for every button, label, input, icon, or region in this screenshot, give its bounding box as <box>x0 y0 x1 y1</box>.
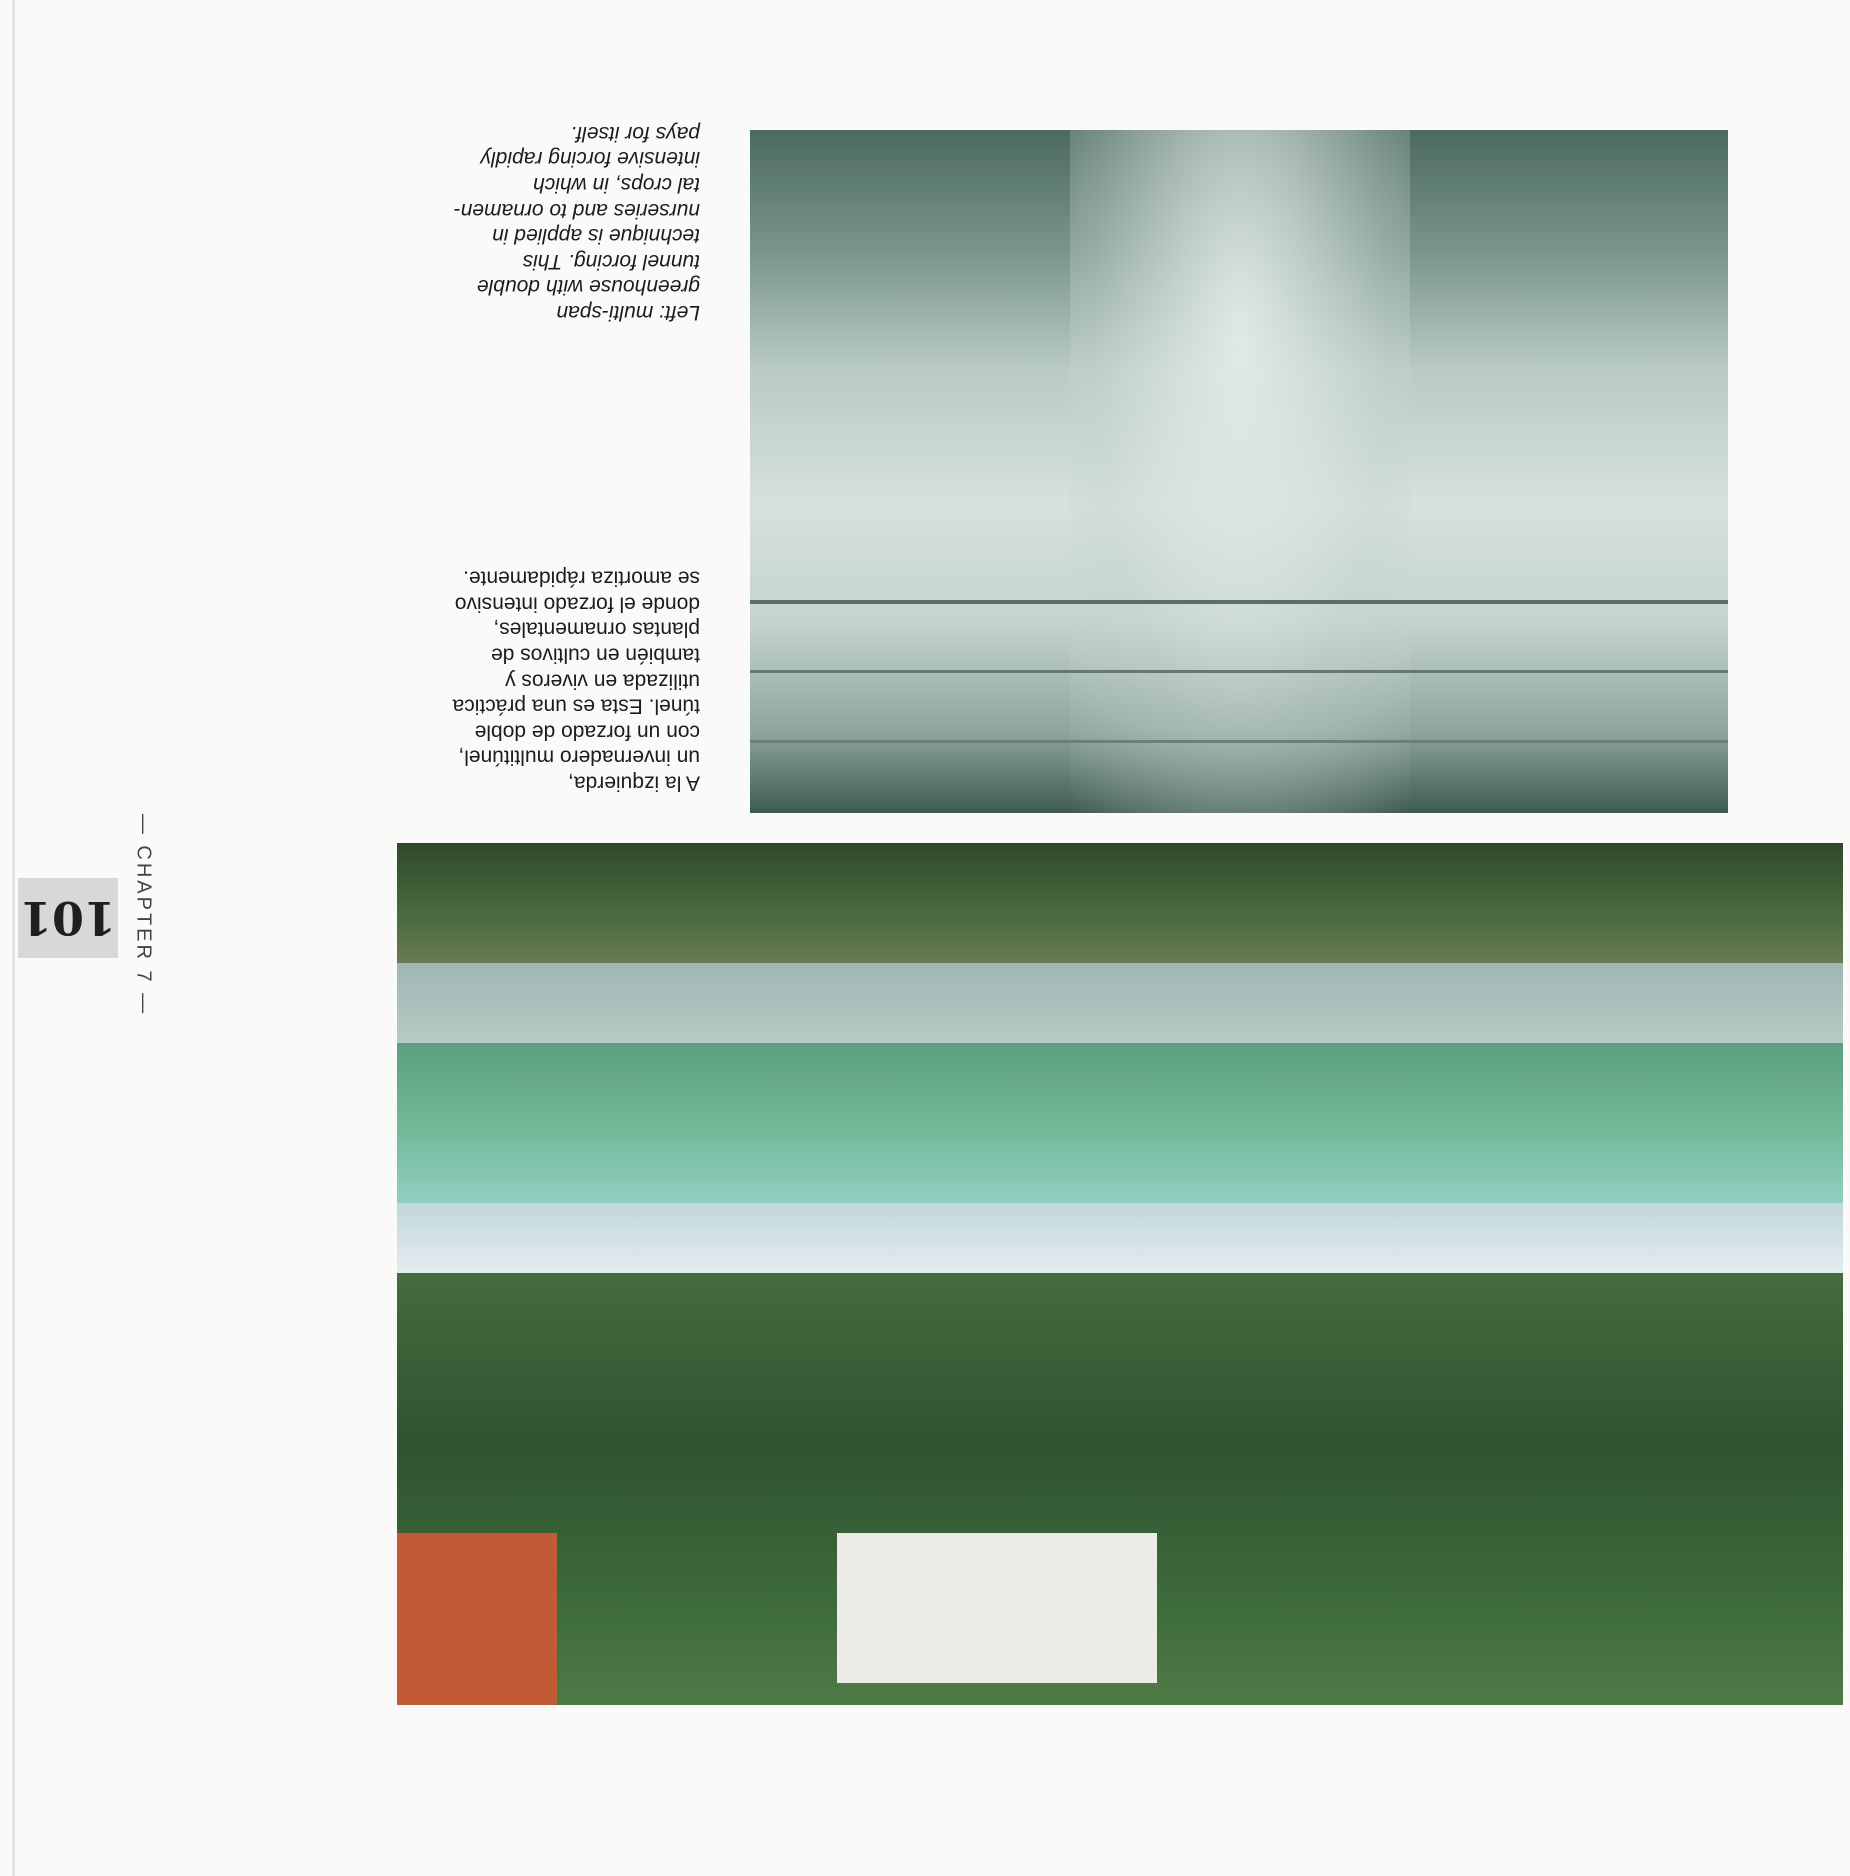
truss-beam <box>750 670 1728 673</box>
caption-english: Left: multi-span greenhouse with double tunnel forcing. This technique is applied in nurseries and to ornamen- tal crops, in which intensive forcing rapidly pays for itself. <box>453 121 700 324</box>
truss-beam <box>750 600 1728 604</box>
page-number-tab <box>18 878 118 958</box>
truss-beam <box>750 740 1728 743</box>
greenhouse-eave <box>397 1203 1843 1273</box>
hedge-area <box>397 843 1843 963</box>
page-number: 101 <box>19 891 117 945</box>
greenhouse-roof <box>397 963 1843 1043</box>
greenhouse-interior-photo <box>750 130 1728 813</box>
roof-ridge <box>1070 130 1410 813</box>
page-edge-rule <box>12 0 15 1876</box>
chapter-label: — CHAPTER 7 — <box>132 813 155 1017</box>
red-house <box>397 1533 557 1705</box>
white-house <box>837 1533 1157 1683</box>
caption-spanish: A la izquierda, un invernadero multitúnel, con un forzado de doble túnel. Esta es una práctica utilizada en viveros y también en cultivos de plantas ornamentales, donde el forzado intensivo se amortiza rápidamente. <box>452 566 700 795</box>
greenhouse-side-panels <box>397 1043 1843 1203</box>
greenhouse-exterior-photo <box>397 843 1843 1705</box>
